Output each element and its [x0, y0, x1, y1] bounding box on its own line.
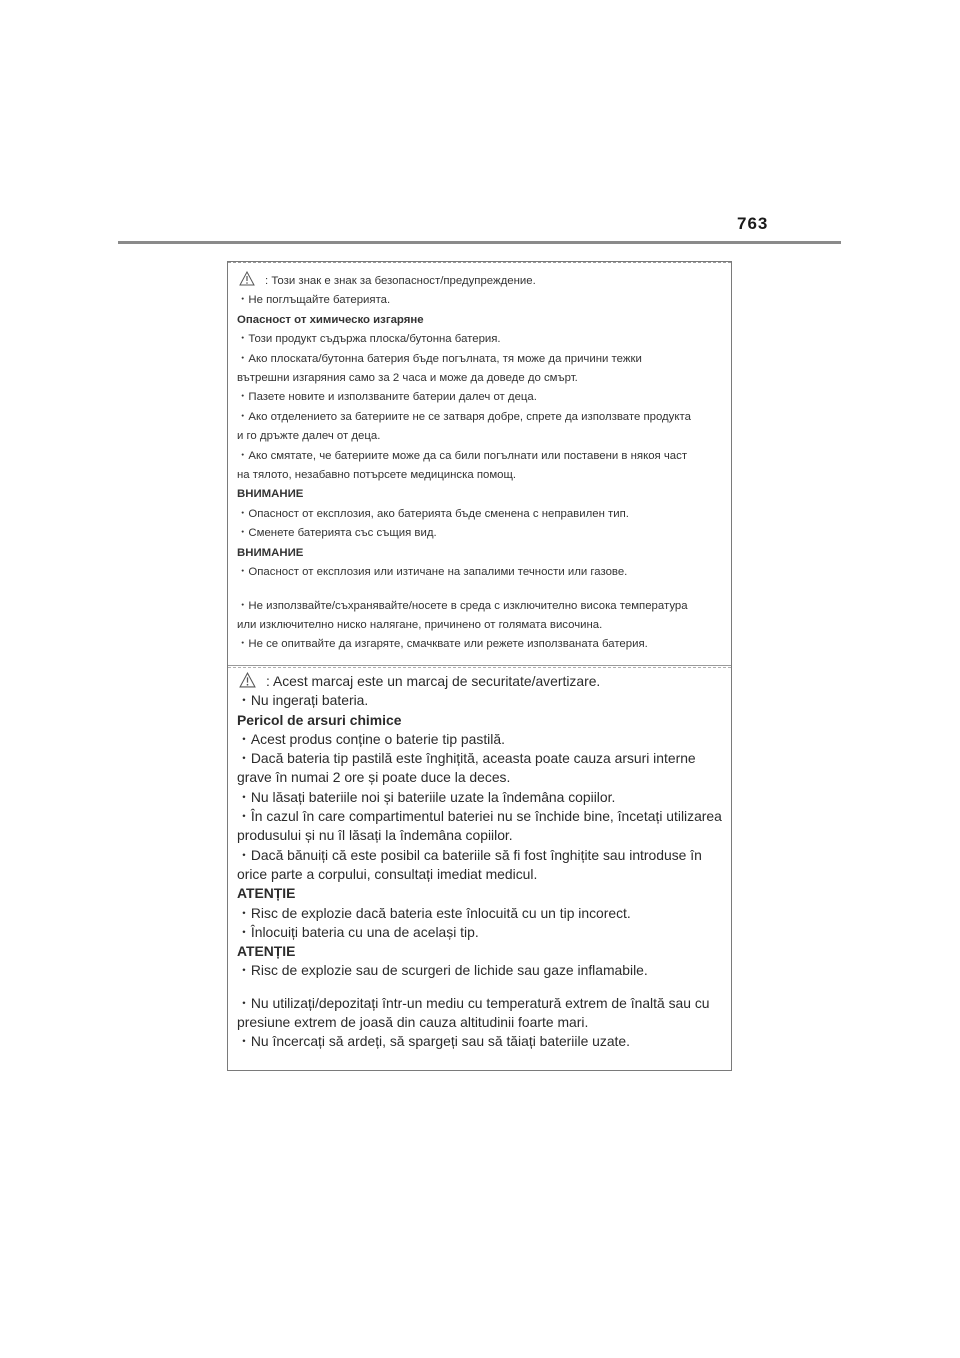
ro-line-10: orice parte a corpului, consultați imediat medicul. [237, 865, 538, 882]
bulgarian-section [237, 271, 725, 655]
ro-line-8: produsului și nu îl lăsați la îndemâna copiilor. [237, 827, 513, 844]
bg-line-12: ・Опасност от експлозия, ако батерията бъде сменена с неправилен тип. [237, 507, 629, 520]
ro-line-17: presiune extrem de joasă din cauza altitudinii foarte mari. [237, 1014, 589, 1031]
bg-line-9: ・Ако смятате, че батериите може да са били погълнати или поставени в някоя част [237, 449, 688, 462]
ro-heading-chemical-burn: Pericol de arsuri chimice [237, 711, 402, 728]
warning-triangle-icon [239, 672, 256, 688]
bg-line-15: ・Опасност от експлозия или изтичане на запалими течности или газове. [237, 566, 628, 579]
bg-line-8: и го дръжте далеч от деца. [237, 430, 381, 443]
romanian-section [237, 672, 725, 1052]
ro-line-15: ・Risc de explozie sau de scurgeri de lichide sau gaze inflamabile. [237, 962, 648, 979]
bg-heading-caution-1: ВНИМАНИЕ [237, 488, 304, 501]
bg-warning-symbol-line [237, 271, 725, 291]
bg-line-1: ・Не поглъщайте батерията. [237, 294, 391, 307]
ro-line-0: : Acest marcaj este un marcaj de securitate/avertizare. [266, 673, 601, 689]
bg-line-7: ・Ако отделението за батериите не се затваря добре, спрете да използвате продукта [237, 410, 691, 423]
bg-line-18: ・Не се опитвайте да изгаряте, смачквате или режете използваната батерия. [237, 638, 648, 651]
bg-line-5: вътрешни изгаряния само за 2 часа и може да доведе до смърт. [237, 372, 578, 385]
ro-line-16: ・Nu utilizați/depozitați într-un mediu cu temperatură extrem de înaltă sau cu [237, 994, 710, 1011]
ro-line-4: ・Dacă bateria tip pastilă este înghițită, aceasta poate cauza arsuri interne [237, 750, 696, 767]
bg-line-3: ・Този продукт съдържа плоска/бутонна батерия. [237, 333, 501, 346]
bg-heading-caution-2: ВНИМАНИЕ [237, 546, 304, 559]
battery-safety-notice [227, 261, 732, 1071]
ro-line-7: ・În cazul în care compartimentul bateriei nu se închide bine, încetați utilizarea [237, 808, 722, 825]
warning-triangle-icon [239, 271, 255, 286]
ro-warning-symbol-line [237, 672, 725, 691]
ro-line-3: ・Acest produs conține o baterie tip pastilă. [237, 730, 505, 747]
ro-heading-caution-1: ATENȚIE [237, 885, 296, 902]
section-divider [228, 665, 731, 666]
bg-spacer [237, 583, 725, 597]
ro-line-18: ・Nu încercați să ardeți, să spargeți sau să tăiați bateriile uzate. [237, 1033, 630, 1050]
page-number: 763 [737, 214, 769, 233]
bg-line-0: : Този знак е знак за безопасност/предупреждение. [265, 275, 536, 287]
ro-spacer [237, 981, 725, 994]
ro-heading-caution-2: ATENȚIE [237, 943, 296, 960]
bg-line-13: ・Сменете батерията със същия вид. [237, 527, 437, 540]
ro-line-1: ・Nu ingerați bateria. [237, 692, 369, 709]
ro-line-13: ・Înlocuiți bateria cu una de același tip. [237, 923, 479, 940]
header-rule [118, 241, 841, 244]
ro-line-12: ・Risc de explozie dacă bateria este înlocuită cu un tip incorect. [237, 904, 631, 921]
ro-line-6: ・Nu lăsați bateriile noi și bateriile uzate la îndemâna copiilor. [237, 788, 616, 805]
bg-line-4: ・Ако плоската/бутонна батерия бъде погълната, тя може да причини тежки [237, 352, 642, 365]
ro-line-9: ・Dacă bănuiți că este posibil ca bateriile să fi fost înghițite sau introduse în [237, 846, 702, 863]
bg-line-17: или изключително ниско налягане, причинено от голямата височина. [237, 618, 603, 631]
bg-line-16: ・Не използвайте/съхранявайте/носете в среда с изключително висока температура [237, 599, 688, 612]
bg-line-6: ・Пазете новите и използваните батерии далеч от деца. [237, 391, 537, 404]
top-dashed-rule [228, 262, 731, 263]
bg-line-10: на тялото, незабавно потърсете медицинска помощ. [237, 469, 517, 482]
bg-heading-chemical-burn: Опасност от химическо изгаряне [237, 313, 424, 326]
ro-line-5: grave în numai 2 ore și poate duce la deces. [237, 769, 511, 786]
